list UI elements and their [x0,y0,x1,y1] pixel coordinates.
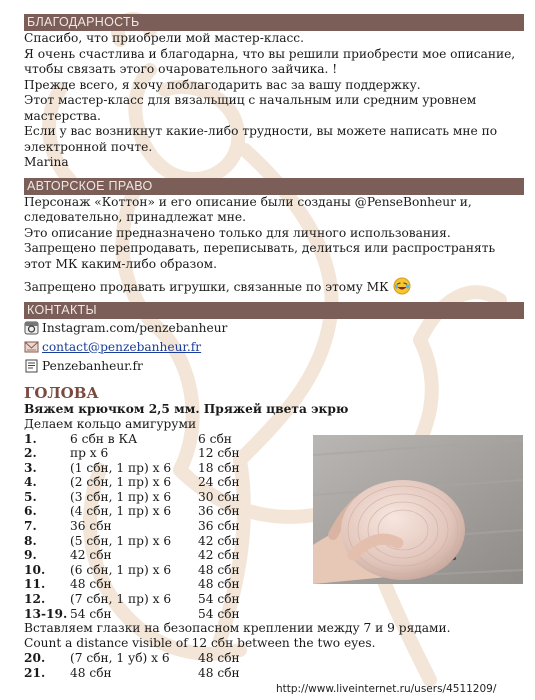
row-instruction: (7 сбн, 1 уб) х 6 [70,651,170,666]
row-number: 10. [24,562,46,577]
row-number: 20. [24,651,46,666]
pattern-row [24,607,524,622]
row-stitch-count: 18 сбн [198,460,240,475]
row-instruction: 42 сбн [70,548,112,563]
eyes-distance-note: Count a distance visible of 12 сбн between the two eyes. [24,636,376,651]
head-intro-line: Делаем кольцо амигуруми [24,416,197,431]
pattern-row [24,651,524,666]
laughing-emoji-icon [393,277,411,295]
row-stitch-count: 48 сбн [198,577,240,592]
pattern-row [24,592,524,607]
head-intro-line: Вяжем крючком 2,5 мм. Пряжей цвета экрю [24,401,349,416]
copyright-last-text: Запрещено продавать игрушки, связанные по этому МК [24,280,389,294]
source-url: http://www.liveinternet.ru/users/4511209/ [276,683,497,695]
crochet-ball-photo [313,435,523,584]
row-number: 1. [24,431,37,446]
thanks-line: Я очень счастлива и благодарна, что вы решили приобрести мое описание, [24,46,516,61]
contacts-list [24,319,524,376]
row-instruction: (7 сбн, 1 пр) х 6 [70,592,172,607]
copyright-line: Это описание предназначено только для личного использования. [24,225,451,240]
section-title-head: ГОЛОВА [24,383,99,402]
row-stitch-count: 30 сбн [198,489,240,504]
copyright-line: следовательно, принадлежат мне. [24,210,246,224]
row-stitch-count: 54 сбн [198,606,240,621]
copyright-line: Запрещено перепродавать, переписывать, делиться или распространять [24,241,496,255]
row-stitch-count: 48 сбн [198,562,240,577]
instagram-text: Instagram.com/penzebanheur [42,320,228,335]
row-instruction: 48 сбн [70,665,112,680]
contact-instagram [24,319,524,338]
thanks-line: мастерства. [24,108,101,123]
row-instruction: 54 сбн [70,606,112,621]
copyright-text [24,195,524,296]
mail-icon [24,340,39,354]
website-icon [24,359,39,373]
row-number: 11. [24,577,46,592]
row-instruction: (1 сбн, 1 пр) х 6 [70,460,172,475]
website-text: Penzebanheur.fr [42,358,143,373]
row-number: 9. [24,548,37,563]
row-number: 12. [24,592,46,607]
row-stitch-count: 12 сбн [198,446,240,461]
copyright-line: Персонаж «Коттон» и его описание были созданы @PenseBonheur и, [24,194,472,209]
row-stitch-count: 24 сбн [198,475,240,490]
email-link[interactable]: contact@penzebanheur.fr [42,339,202,354]
row-instruction: 6 сбн в КА [70,431,138,446]
head-intro [24,402,524,432]
thanks-text [24,31,524,171]
thanks-line: Если у вас возникнут какие-либо трудности, вы можете написать мне по [24,124,498,138]
row-instruction: пр х 6 [70,446,109,461]
section-header-contacts: КОНТАКТЫ [24,302,524,319]
row-number: 21. [24,665,46,680]
thanks-line: чтобы связать этого очаровательного зайчика. ! [24,62,338,76]
row-instruction: (2 сбн, 1 пр) х 6 [70,475,172,490]
row-instruction: (5 сбн, 1 пр) х 6 [70,533,172,548]
row-number: 4. [24,475,37,490]
row-stitch-count: 36 сбн [198,519,240,534]
row-stitch-count: 48 сбн [198,651,240,666]
row-number: 3. [24,460,37,475]
thanks-line: электронной почте. [24,139,153,154]
row-stitch-count: 42 сбн [198,533,240,548]
copyright-last-line [24,277,524,296]
row-stitch-count: 42 сбн [198,548,240,563]
row-number: 2. [24,446,37,461]
row-instruction: (4 сбн, 1 пр) х 6 [70,504,172,519]
row-stitch-count: 54 сбн [198,592,240,607]
signature: Marina [24,155,69,169]
instagram-icon [24,321,39,335]
row-stitch-count: 36 сбн [198,504,240,519]
row-stitch-count: 6 сбн [198,431,232,446]
head-notes [24,621,524,651]
thanks-line: Спасибо, что приобрели мой мастер-класс. [24,31,304,45]
thanks-line: Этот мастер-класс для вязальщиц с начальным или средним уровнем [24,93,477,107]
contact-email [24,338,524,357]
contact-website [24,357,524,376]
pattern-rows-continued [24,651,524,680]
row-number: 13-19. [24,606,68,621]
copyright-line: этот МК каким-либо образом. [24,256,218,271]
row-instruction: 48 сбн [70,577,112,592]
row-instruction: (3 сбн, 1 пр) х 6 [70,489,172,504]
row-number: 8. [24,533,37,548]
row-number: 6. [24,504,37,519]
row-number: 7. [24,519,37,534]
pattern-row [24,666,524,681]
row-number: 5. [24,489,37,504]
section-header-thanks: БЛАГОДАРНОСТЬ [24,14,524,31]
row-instruction: (6 сбн, 1 пр) х 6 [70,562,172,577]
thanks-line: Прежде всего, я хочу поблагодарить вас за вашу поддержку. [24,77,421,92]
eyes-note: Вставляем глазки на безопасном креплении между 7 и 9 рядами. [24,621,451,636]
row-stitch-count: 48 сбн [198,665,240,680]
row-instruction: 36 сбн [70,519,112,534]
section-header-copyright: АВТОРСКОЕ ПРАВО [24,178,524,195]
